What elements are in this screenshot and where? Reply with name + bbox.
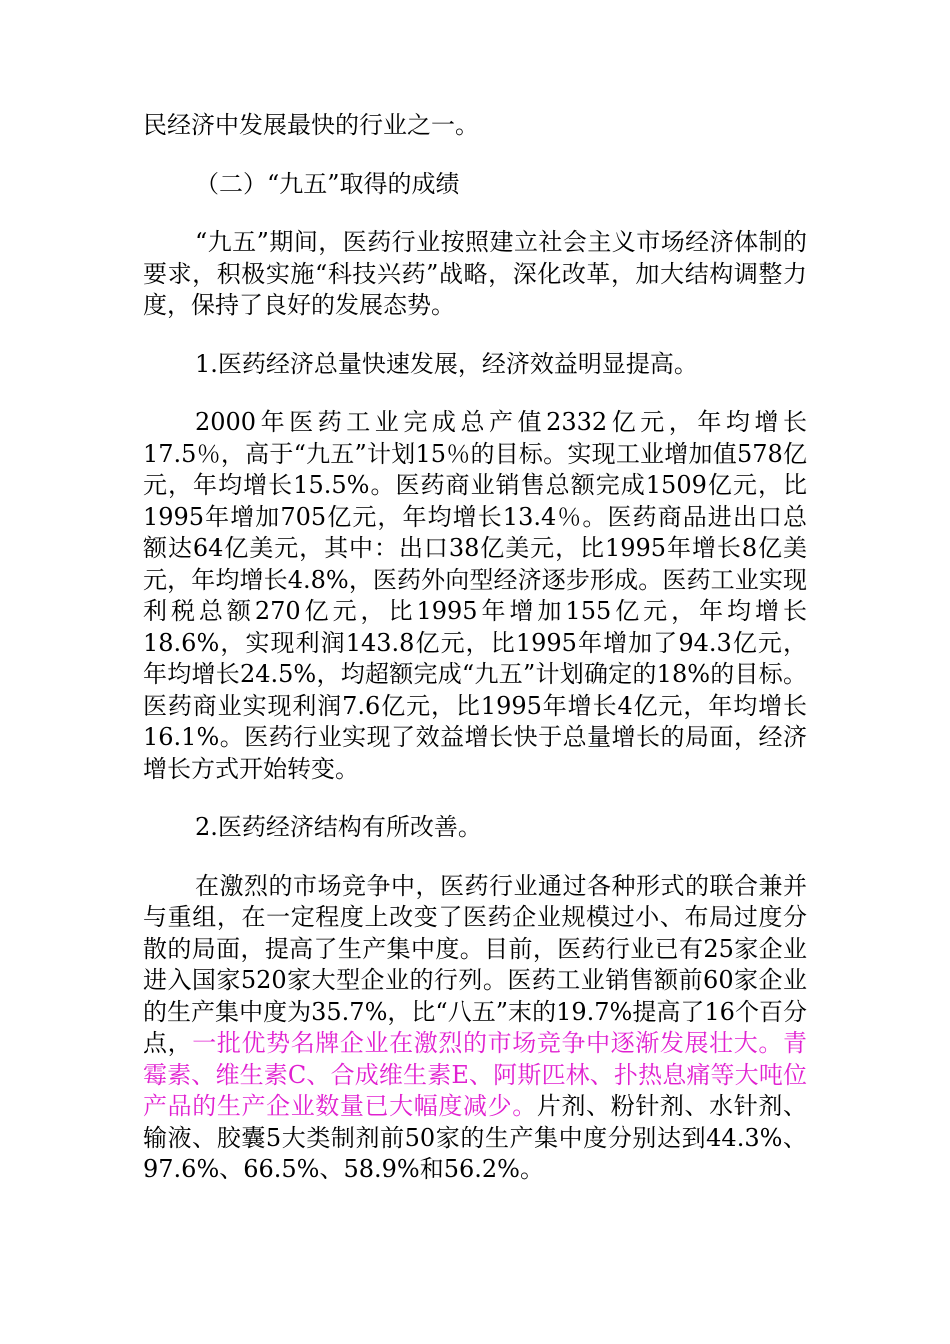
paragraph-economic-figures: 2000年医药工业完成总产值2332亿元，年均增长17.5％，高于“九五”计划15％的目标。实现工业增加值578亿元，年均增长15.5%。医药商业销售总额完成1509亿元，比1995年增加705亿元，年均增长13.4％。医药商品进出口总额达64亿美元，其中：出口38亿美元，比1995年增长8亿美元，年均增长4.8%，医药外向型经济逐步形成。医药工业实现利税总额270亿元，比1995年增加155亿元，年均增长18.6%，实现利润143.8亿元，比1995年增加了94.3亿元，年均增长24.5%，均超额完成“九五”计划确定的18%的目标。医药商业实现利润7.6亿元，比1995年增长4亿元，年均增长16.1%。医药行业实现了效益增长快于总量增长的局面，经济增长方式开始转变。 bbox=[143, 408, 807, 783]
paragraph-continuation: 民经济中发展最快的行业之一。 bbox=[143, 111, 479, 139]
paragraph-structure-text-before: 在激烈的市场竞争中，医药行业通过各种形式的联合兼并与重组，在一定程度上改变了医药企业规模过小、布局过度分散的局面，提高了生产集中度。目前，医药行业已有25家企业进入国家520家大型企业的行列。医药工业销售额前60家企业的生产集中度为35.7%，比“八五”末的19.7%提高了16个百分点， bbox=[143, 871, 807, 1057]
paragraph-overview: “九五”期间，医药行业按照建立社会主义市场经济体制的要求，积极实施“科技兴药”战略，深化改革，加大结构调整力度，保持了良好的发展态势。 bbox=[143, 228, 807, 319]
subheading-structure-improvement: 2.医药经济结构有所改善。 bbox=[195, 813, 482, 841]
paragraph-structure-text-after: 片剂、粉针剂、水针剂、输液、胶囊5大类制剂前50家的生产集中度分别达到44.3%、97.6%、66.5%、58.9%和56.2%。 bbox=[143, 1092, 808, 1183]
document-body bbox=[143, 110, 807, 1213]
paragraph-structure bbox=[143, 871, 807, 1186]
section-heading-achievements: （二）“九五”取得的成绩 bbox=[195, 169, 460, 198]
subheading-economic-growth: 1.医药经济总量快速发展，经济效益明显提高。 bbox=[195, 349, 698, 378]
highlighted-text: 一批优势名牌企业在激烈的市场竞争中逐渐发展壮大。青霉素、维生素C、合成维生素E、阿斯匹林、扑热息痛等大吨位产品的生产企业数量已大幅度减少。 bbox=[143, 1029, 808, 1120]
